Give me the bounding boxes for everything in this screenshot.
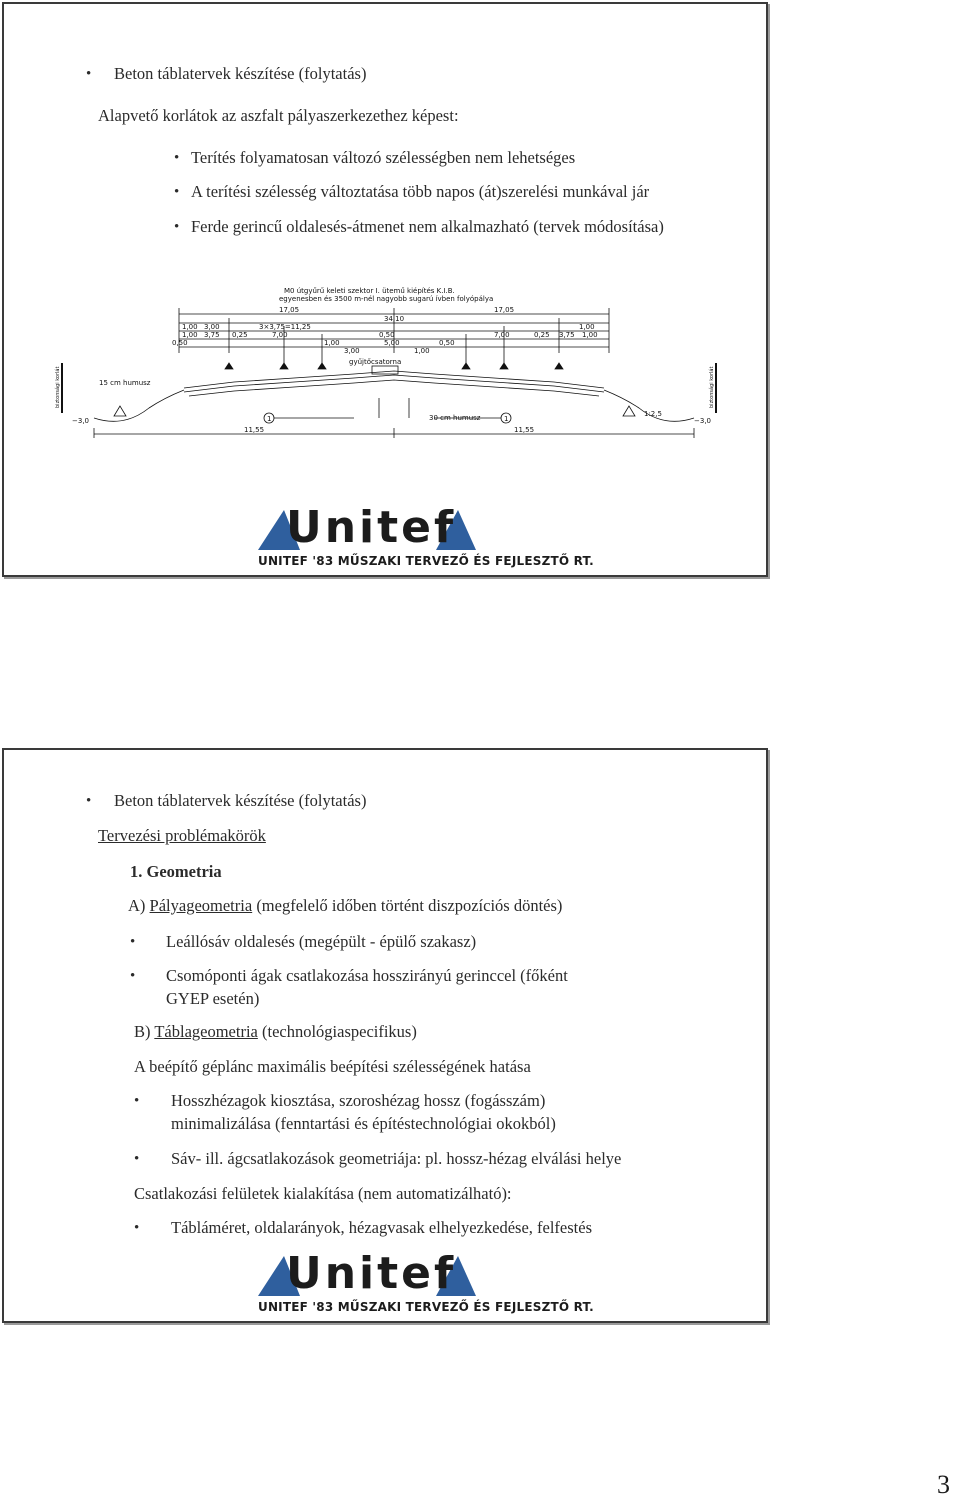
dim: 1,00 bbox=[324, 339, 340, 347]
slide-1-item: A terítési szélesség változtatása több napos (át)szerelési munkával jár bbox=[191, 182, 650, 201]
dim: 0,25 bbox=[232, 331, 248, 339]
callout-number: 1 bbox=[267, 415, 272, 423]
dim: 1,00 bbox=[579, 323, 595, 331]
point-a-prefix: A) bbox=[128, 896, 150, 915]
dim: 7,00 bbox=[494, 331, 510, 339]
section-title: Tervezési problémakörök bbox=[98, 826, 266, 845]
bullet: • bbox=[86, 793, 92, 809]
dim-top: 34,10 bbox=[384, 315, 405, 323]
bullet: • bbox=[134, 1093, 140, 1109]
unitef-logo bbox=[258, 1248, 594, 1322]
a-item: Leállósáv oldalesés (megépült - épülő szakasz) bbox=[166, 932, 477, 951]
dim: 0,25 bbox=[534, 331, 550, 339]
dim-top: 17,05 bbox=[494, 306, 515, 314]
dim: 1,00 bbox=[182, 323, 198, 331]
dim: 3,75 bbox=[559, 331, 575, 339]
point-b-prefix: B) bbox=[134, 1022, 155, 1041]
dim: 0,50 bbox=[172, 339, 188, 347]
slide-1-bullet-title: Beton táblatervek készítése (folytatás) bbox=[114, 64, 367, 83]
b-item-cont: minimalizálása (fenntartási és építéstechnológiai okokból) bbox=[171, 1114, 556, 1133]
road-cross-section-drawing bbox=[54, 278, 724, 444]
dim: 1,00 bbox=[182, 331, 198, 339]
point-a-term: Pályageometria bbox=[149, 896, 253, 915]
label-depth: −3,0 bbox=[72, 417, 89, 425]
point-b-term: Táblageometria bbox=[154, 1022, 258, 1041]
dim: 1,00 bbox=[582, 331, 598, 339]
dim: 1,00 bbox=[414, 347, 430, 355]
unitef-logo bbox=[258, 502, 594, 576]
page-number: 3 bbox=[937, 1470, 950, 1499]
slide-1-item: Terítés folyamatosan változó szélességben nem lehetséges bbox=[191, 148, 576, 167]
bullet: • bbox=[174, 219, 180, 235]
bullet: • bbox=[130, 968, 136, 984]
logo-subtitle: UNITEF '83 MŰSZAKI TERVEZŐ ÉS FEJLESZTŐ RT. bbox=[258, 554, 594, 568]
label-depth: −3,0 bbox=[694, 417, 711, 425]
dim-bottom: 11,55 bbox=[244, 426, 265, 434]
drawing-title-2: egyenesben és 3500 m-nél nagyobb sugarú ívben folyópálya bbox=[279, 295, 494, 303]
slide-1 bbox=[2, 2, 768, 577]
heading-geometria: 1. Geometria bbox=[130, 862, 222, 881]
dim: 5,00 bbox=[384, 339, 400, 347]
bullet: • bbox=[134, 1220, 140, 1236]
point-b-rest: (technológiaspecifikus) bbox=[257, 1022, 417, 1041]
dim: 7,00 bbox=[272, 331, 288, 339]
slide-2-bullet-title: Beton táblatervek készítése (folytatás) bbox=[114, 791, 367, 810]
bullet: • bbox=[174, 150, 180, 166]
logo-word: Unitef bbox=[286, 1248, 457, 1299]
point-b bbox=[134, 1022, 417, 1042]
logo-word: Unitef bbox=[286, 502, 457, 553]
a-item-cont: GYEP esetén) bbox=[166, 989, 260, 1008]
a-item: Csomóponti ágak csatlakozása hosszirányú gerinccel (főként bbox=[166, 966, 568, 985]
bullet: • bbox=[134, 1151, 140, 1167]
dim: 0,50 bbox=[439, 339, 455, 347]
dim: 3×3,75=11,25 bbox=[259, 323, 311, 331]
dim: 3,00 bbox=[344, 347, 360, 355]
bullet: • bbox=[174, 184, 180, 200]
b-item: Sáv- ill. ágcsatlakozások geometriája: pl. hossz-hézag elválási helye bbox=[171, 1149, 622, 1168]
dim: 0,50 bbox=[379, 331, 395, 339]
slide-1-subtitle: Alapvető korlátok az aszfalt pályaszerkezethez képest: bbox=[98, 106, 459, 125]
slide-2 bbox=[2, 748, 768, 1323]
drawing-title-1: M0 útgyűrű keleti szektor I. ütemű kiépítés K.I.B. bbox=[284, 287, 455, 295]
c-intro: Csatlakozási felületek kialakítása (nem automatizálható): bbox=[134, 1184, 512, 1203]
c-item: Tábláméret, oldalarányok, hézagvasak elhelyezkedése, felfestés bbox=[171, 1218, 592, 1237]
label-center: gyűjtőcsatorna bbox=[349, 358, 402, 366]
b-item: Hosszhézagok kiosztása, szoroshézag hossz (fogásszám) bbox=[171, 1091, 546, 1110]
dim-top: 17,05 bbox=[279, 306, 300, 314]
slide-1-item: Ferde gerincű oldalesés-átmenet nem alkalmazható (tervek módosítása) bbox=[191, 217, 664, 236]
label-slope: 1:2,5 bbox=[644, 410, 662, 418]
post-label-right: biztonsági korlát bbox=[709, 366, 715, 408]
bullet: • bbox=[86, 66, 92, 82]
callout-number: 1 bbox=[504, 415, 509, 423]
post-label-left: biztonsági korlát bbox=[55, 366, 61, 408]
point-a-rest: (megfelelő időben történt diszpozíciós döntés) bbox=[252, 896, 563, 915]
label-bottom: 30 cm humusz bbox=[429, 414, 481, 422]
logo-subtitle: UNITEF '83 MŰSZAKI TERVEZŐ ÉS FEJLESZTŐ RT. bbox=[258, 1300, 594, 1314]
dim-bottom: 11,55 bbox=[514, 426, 535, 434]
label-humus: 15 cm humusz bbox=[99, 379, 151, 387]
dim: 3,00 bbox=[204, 323, 220, 331]
b-intro: A beépítő géplánc maximális beépítési szélességének hatása bbox=[134, 1057, 531, 1076]
dim: 3,75 bbox=[204, 331, 220, 339]
point-a bbox=[128, 896, 562, 916]
bullet: • bbox=[130, 934, 136, 950]
